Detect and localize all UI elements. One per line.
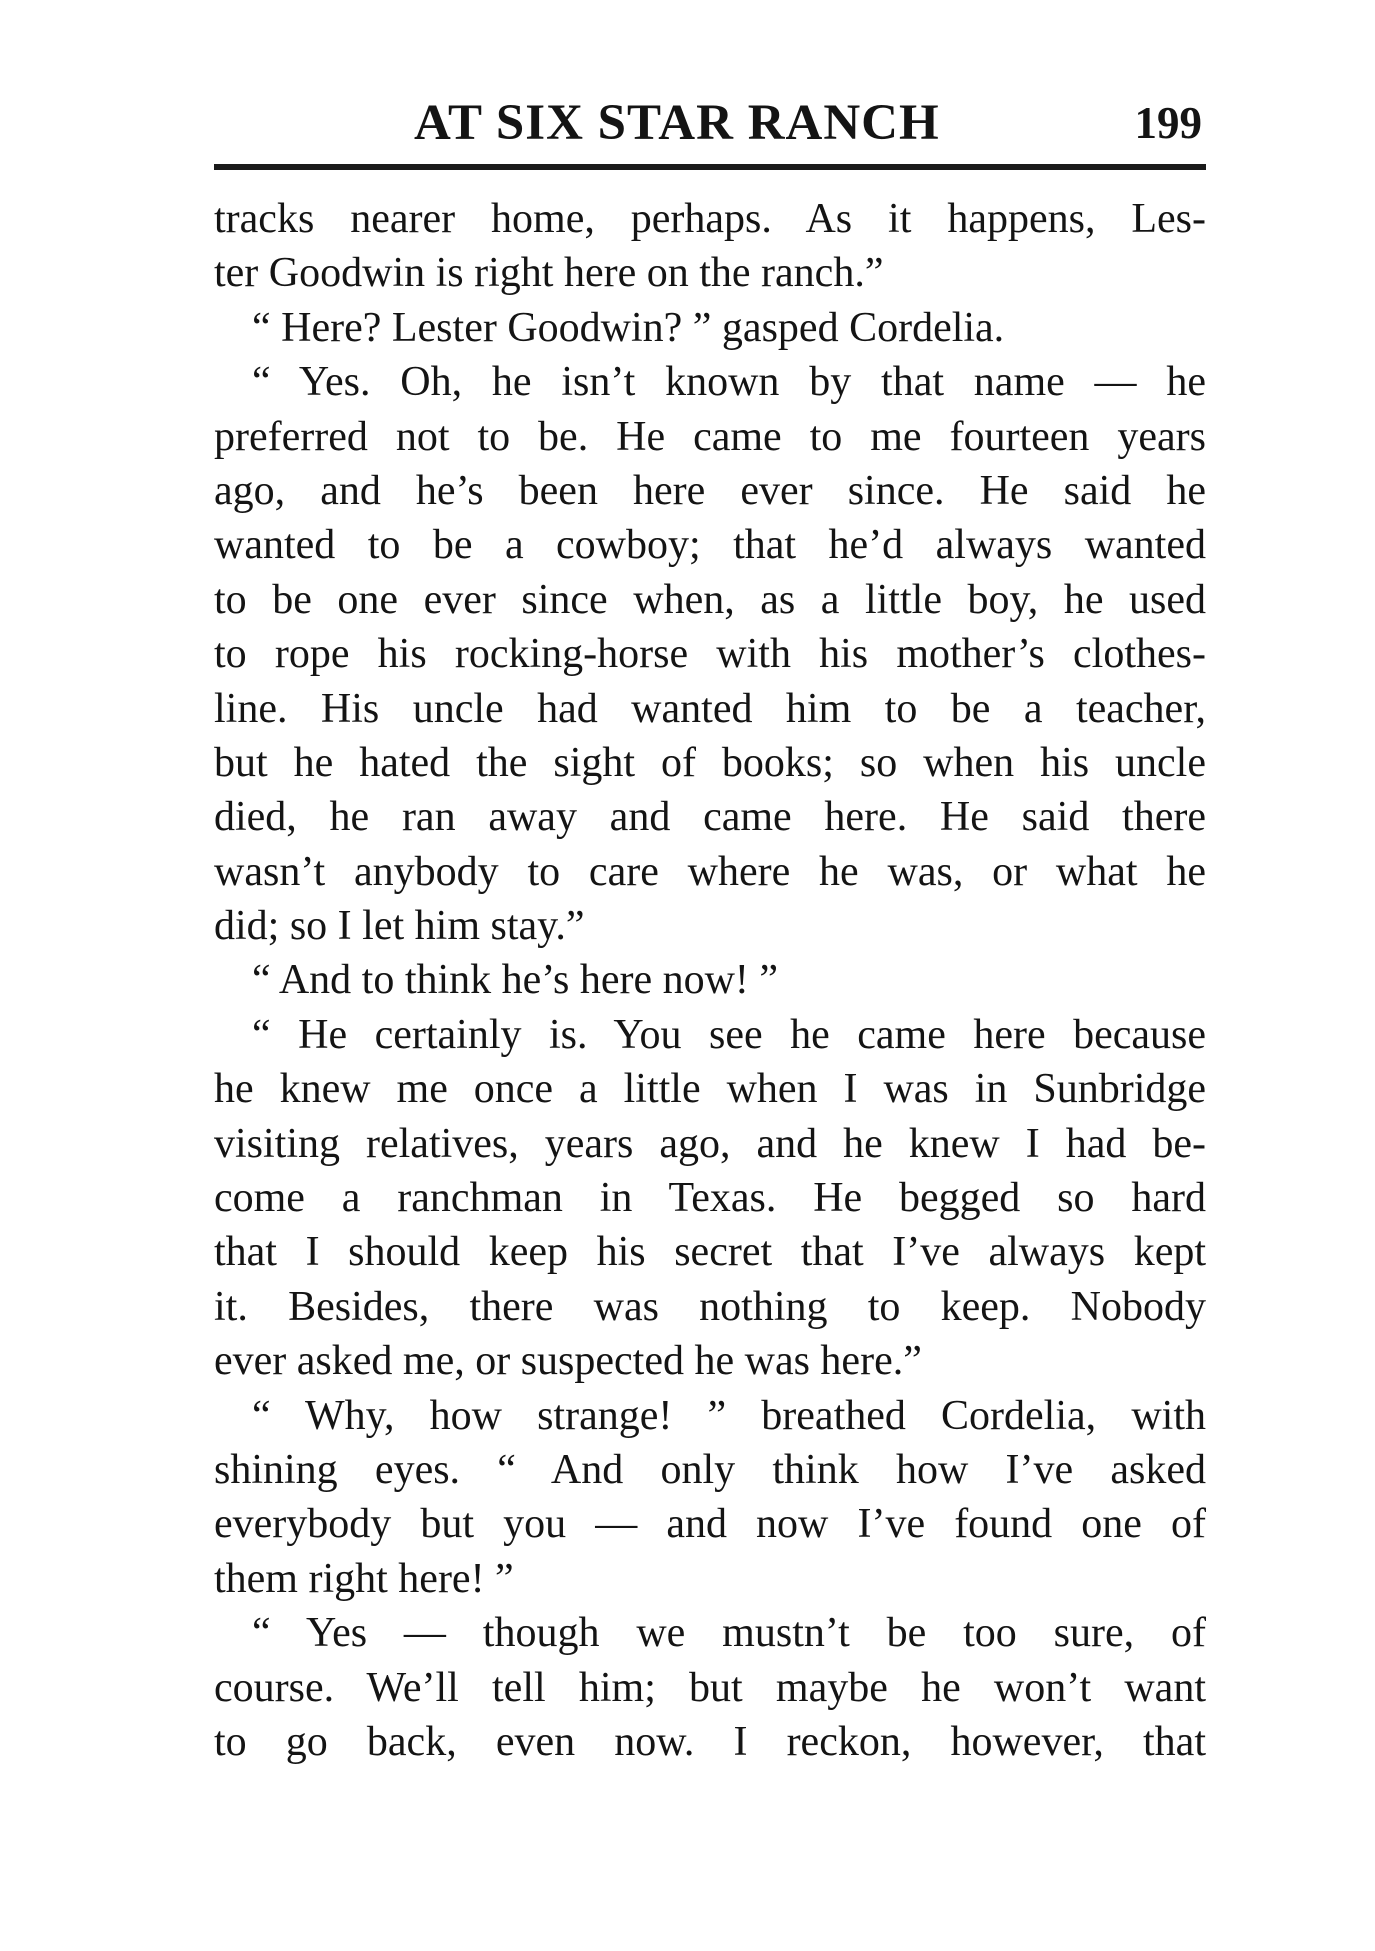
text-line: “ He certainly is. You see he came here because	[252, 1011, 1206, 1058]
text-line: ever asked me, or suspected he was here.”	[214, 1338, 922, 1385]
text-line: ter Goodwin is right here on the ranch.”	[214, 250, 884, 297]
text-line: that I should keep his secret that I’ve always kept	[214, 1229, 1206, 1276]
page-header	[214, 90, 1206, 156]
text-line: he knew me once a little when I was in Sunbridge	[214, 1066, 1206, 1113]
body-text	[214, 192, 1206, 1769]
running-title: AT SIX STAR RANCH	[414, 95, 940, 151]
text-line: ago, and he’s been here ever since. He said he	[214, 467, 1206, 514]
text-line: died, he ran away and came here. He said there	[214, 794, 1206, 841]
text-line: did; so I let him stay.”	[214, 903, 585, 950]
text-line: it. Besides, there was nothing to keep. Nobody	[214, 1283, 1206, 1330]
text-line: shining eyes. “ And only think how I’ve asked	[214, 1446, 1206, 1493]
text-line: wasn’t anybody to care where he was, or what he	[214, 848, 1206, 895]
text-line: “ And to think he’s here now! ”	[252, 957, 779, 1004]
text-line: preferred not to be. He came to me fourteen years	[214, 413, 1206, 460]
text-line: to rope his rocking-horse with his mother’s clothes-	[214, 631, 1206, 678]
text-line: wanted to be a cowboy; that he’d always wanted	[214, 522, 1206, 569]
text-line: but he hated the sight of books; so when his uncle	[214, 739, 1206, 786]
header-rule	[214, 164, 1206, 170]
text-line: come a ranchman in Texas. He begged so hard	[214, 1175, 1206, 1222]
text-line: course. We’ll tell him; but maybe he won’t want	[214, 1664, 1206, 1711]
text-line: them right here! ”	[214, 1555, 514, 1602]
text-line: “ Yes — though we mustn’t be too sure, of	[252, 1610, 1206, 1657]
text-line: “ Yes. Oh, he isn’t known by that name — he	[252, 359, 1206, 406]
text-line: line. His uncle had wanted him to be a teacher,	[214, 685, 1206, 732]
page-number: 199	[1134, 98, 1202, 148]
text-line: visiting relatives, years ago, and he knew I had be-	[214, 1120, 1206, 1167]
text-line: “ Here? Lester Goodwin? ” gasped Cordelia.	[252, 304, 1005, 351]
text-line: to be one ever since when, as a little boy, he used	[214, 576, 1206, 623]
text-line: “ Why, how strange! ” breathed Cordelia, with	[252, 1392, 1206, 1439]
text-line: to go back, even now. I reckon, however, that	[214, 1718, 1206, 1765]
text-line: everybody but you — and now I’ve found one of	[214, 1501, 1206, 1548]
text-line: tracks nearer home, perhaps. As it happens, Les-	[214, 196, 1206, 242]
